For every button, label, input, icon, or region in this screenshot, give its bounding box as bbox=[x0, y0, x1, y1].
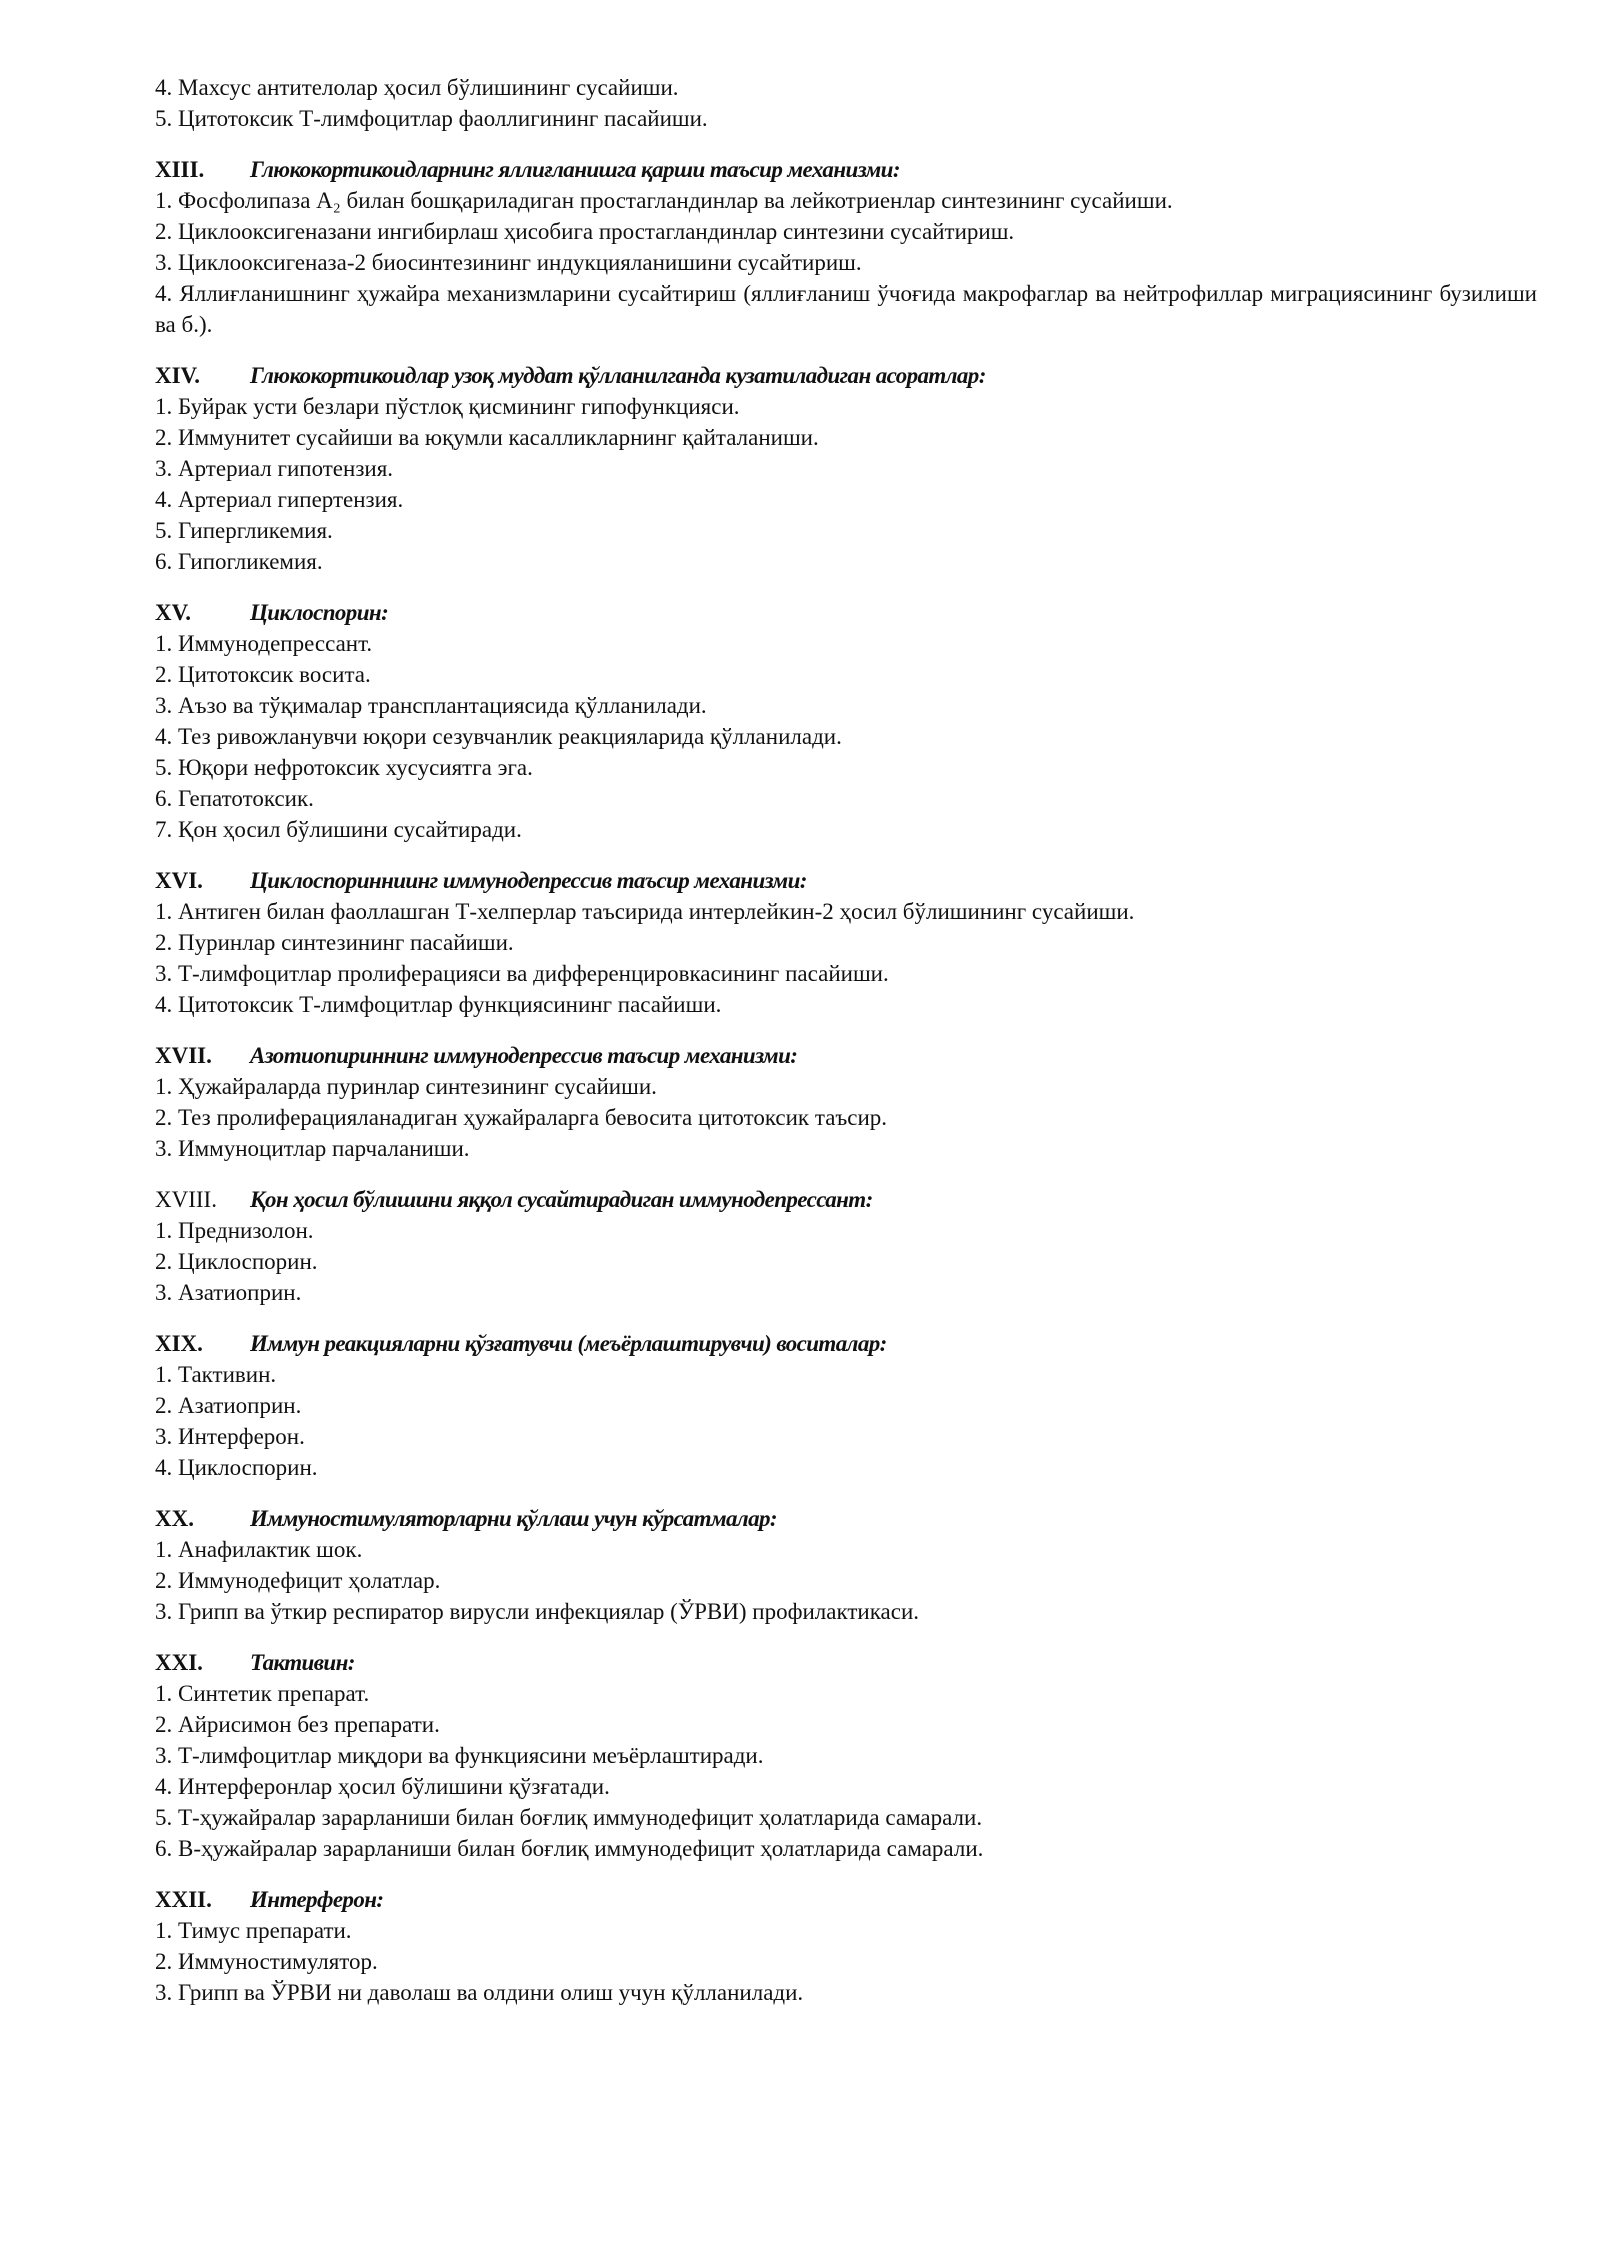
answer-list bbox=[155, 1915, 1537, 2008]
section-header bbox=[155, 1040, 1537, 1071]
answer-list bbox=[155, 1215, 1537, 1308]
section-title: Глюкокортикоидлар узоқ муддат қўлланилганда кузатиладиган асоратлар: bbox=[250, 363, 986, 388]
list-item: 3. Артериал гипотензия. bbox=[155, 456, 394, 481]
section-header bbox=[155, 1184, 1537, 1215]
question-section bbox=[155, 597, 1537, 845]
section-header bbox=[155, 1503, 1537, 1534]
list-item: 1. Анафилактик шок. bbox=[155, 1537, 363, 1562]
list-item: 4. Махсус антителолар ҳосил бўлишининг сусайиши. bbox=[155, 75, 679, 100]
answer-list bbox=[155, 185, 1537, 340]
answer-list bbox=[155, 1359, 1537, 1483]
list-item: 3. Азатиоприн. bbox=[155, 1280, 302, 1305]
list-item: 3. Т-лимфоцитлар миқдори ва функциясини меъёрлаштиради. bbox=[155, 1743, 764, 1768]
answer-list bbox=[155, 628, 1537, 845]
list-item: 1. Антиген билан фаоллашган Т-хелперлар таъсирида интерлейкин-2 ҳосил бўлишининг сусайиши. bbox=[155, 899, 1135, 924]
list-item: 2. Иммунитет сусайиши ва юқумли касалликларнинг қайталаниши. bbox=[155, 425, 819, 450]
list-item: 6. В-ҳужайралар зарарланиши билан боғлиқ иммунодефицит ҳолатларида самарали. bbox=[155, 1836, 984, 1861]
list-item: 2. Иммуностимулятор. bbox=[155, 1949, 378, 1974]
answer-list bbox=[155, 1534, 1537, 1627]
list-item: 2. Айрисимон без препарати. bbox=[155, 1712, 440, 1737]
section-header bbox=[155, 1647, 1537, 1678]
list-item: 3. Циклооксигеназа-2 биосинтезининг индукцияланишини сусайтириш. bbox=[155, 250, 862, 275]
question-section bbox=[155, 1647, 1537, 1864]
section-title: Циклоспорин: bbox=[250, 600, 389, 625]
section-header bbox=[155, 154, 1537, 185]
list-item: 1. Иммунодепрессант. bbox=[155, 631, 373, 656]
section-title: Азотиопириннинг иммунодепрессив таъсир механизми: bbox=[250, 1043, 798, 1068]
list-item: 3. Т-лимфоцитлар пролиферацияси ва дифференцировкасининг пасайиши. bbox=[155, 961, 889, 986]
list-item: 5. Цитотоксик Т-лимфоцитлар фаоллигининг пасайиши. bbox=[155, 106, 708, 131]
list-item: 4. Яллиғланишнинг ҳужайра механизмларини сусайтириш (яллиғланиш ўчоғида макрофаглар ва нейтрофиллар миграциясининг бузилиши ва б.). bbox=[155, 281, 1537, 337]
section-header bbox=[155, 597, 1537, 628]
list-item: 1. Синтетик препарат. bbox=[155, 1681, 370, 1706]
section-header bbox=[155, 1328, 1537, 1359]
section-title: Иммуностимуляторларни қўллаш учун кўрсатмалар: bbox=[250, 1506, 777, 1531]
section-number: XVII. bbox=[155, 1043, 212, 1068]
question-section bbox=[155, 865, 1537, 1020]
list-item: 1. Тактивин. bbox=[155, 1362, 277, 1387]
list-item: 2. Циклоспорин. bbox=[155, 1249, 318, 1274]
section-title: Циклоспоринниинг иммунодепрессив таъсир механизми: bbox=[250, 868, 807, 893]
answer-list bbox=[155, 1678, 1537, 1864]
question-section bbox=[155, 154, 1537, 340]
list-item: 5. Юқори нефротоксик хусусиятга эга. bbox=[155, 755, 533, 780]
section-header bbox=[155, 1884, 1537, 1915]
section-number: XIII. bbox=[155, 157, 205, 182]
list-item: 7. Қон ҳосил бўлишини сусайтиради. bbox=[155, 817, 522, 842]
list-item: 4. Цитотоксик Т-лимфоцитлар функциясининг пасайиши. bbox=[155, 992, 722, 1017]
section-number: XX. bbox=[155, 1506, 194, 1531]
section-title: Глюкокортикоидларнинг яллиғланишга қарши таъсир механизми: bbox=[250, 157, 900, 182]
list-item: 4. Интерферонлар ҳосил бўлишини қўзғатади. bbox=[155, 1774, 610, 1799]
list-item: 3. Иммуноцитлар парчаланиши. bbox=[155, 1136, 470, 1161]
question-section bbox=[155, 1184, 1537, 1308]
list-item: 2. Азатиоприн. bbox=[155, 1393, 302, 1418]
section-number: XVI. bbox=[155, 868, 203, 893]
list-item: 1. Ҳужайраларда пуринлар синтезининг сусайиши. bbox=[155, 1074, 657, 1099]
section-title: Интерферон: bbox=[250, 1887, 384, 1912]
section-title: Қон ҳосил бўлишини яққол сусайтирадиган иммунодепрессант: bbox=[250, 1187, 873, 1212]
list-item: 3. Аъзо ва тўқималар трансплантациясида қўлланилади. bbox=[155, 693, 707, 718]
question-sections bbox=[155, 154, 1537, 2008]
list-item: 1. Преднизолон. bbox=[155, 1218, 314, 1243]
list-item: 6. Гипогликемия. bbox=[155, 549, 323, 574]
list-item: 1. Буйрак усти безлари пўстлоқ қисмининг гипофункцияси. bbox=[155, 394, 740, 419]
question-section bbox=[155, 1328, 1537, 1483]
section-number: XIV. bbox=[155, 363, 200, 388]
section-number: XV. bbox=[155, 600, 192, 625]
question-section bbox=[155, 1884, 1537, 2008]
question-section bbox=[155, 360, 1537, 577]
list-item: 1. Тимус препарати. bbox=[155, 1918, 352, 1943]
question-section bbox=[155, 1503, 1537, 1627]
list-item: 3. Интерферон. bbox=[155, 1424, 305, 1449]
question-section bbox=[155, 1040, 1537, 1164]
list-item: 5. Т-ҳужайралар зарарланиши билан боғлиқ иммунодефицит ҳолатларида самарали. bbox=[155, 1805, 983, 1830]
section-header bbox=[155, 865, 1537, 896]
answer-list bbox=[155, 391, 1537, 577]
answer-list bbox=[155, 896, 1537, 1020]
list-item: 3. Грипп ва ЎРВИ ни даволаш ва олдини олиш учун қўлланилади. bbox=[155, 1980, 804, 2005]
list-item: 2. Циклооксигеназани ингибирлаш ҳисобига простагландинлар синтезини сусайтириш. bbox=[155, 219, 1015, 244]
section-title: Иммун реакцияларни қўзғатувчи (меъёрлаштирувчи) воситалар: bbox=[250, 1331, 887, 1356]
section-number: XXII. bbox=[155, 1887, 212, 1912]
section-number: XXI. bbox=[155, 1650, 203, 1675]
document-page bbox=[155, 72, 1537, 2008]
section-header bbox=[155, 360, 1537, 391]
list-item: 1. Фосфолипаза А₂ билан бошқариладиган простагландинлар ва лейкотриенлар синтезининг сусайиши. bbox=[155, 188, 1173, 213]
list-item: 6. Гепатотоксик. bbox=[155, 786, 314, 811]
list-item: 3. Грипп ва ўткир респиратор вирусли инфекциялар (ЎРВИ) профилактикаси. bbox=[155, 1599, 920, 1624]
section-number: XIX. bbox=[155, 1331, 203, 1356]
list-item: 5. Гипергликемия. bbox=[155, 518, 333, 543]
section-number: XVIII. bbox=[155, 1187, 217, 1212]
list-item: 4. Артериал гипертензия. bbox=[155, 487, 404, 512]
list-item: 4. Циклоспорин. bbox=[155, 1455, 318, 1480]
list-item: 2. Пуринлар синтезининг пасайиши. bbox=[155, 930, 514, 955]
list-item: 2. Иммунодефицит ҳолатлар. bbox=[155, 1568, 441, 1593]
section-title: Тактивин: bbox=[250, 1650, 355, 1675]
list-item: 2. Цитотоксик восита. bbox=[155, 662, 371, 687]
list-item: 2. Тез пролиферацияланадиган ҳужайраларга бевосита цитотоксик таъсир. bbox=[155, 1105, 888, 1130]
list-item: 4. Тез ривожланувчи юқори сезувчанлик реакцияларида қўлланилади. bbox=[155, 724, 842, 749]
intro-list bbox=[155, 72, 1537, 134]
answer-list bbox=[155, 1071, 1537, 1164]
